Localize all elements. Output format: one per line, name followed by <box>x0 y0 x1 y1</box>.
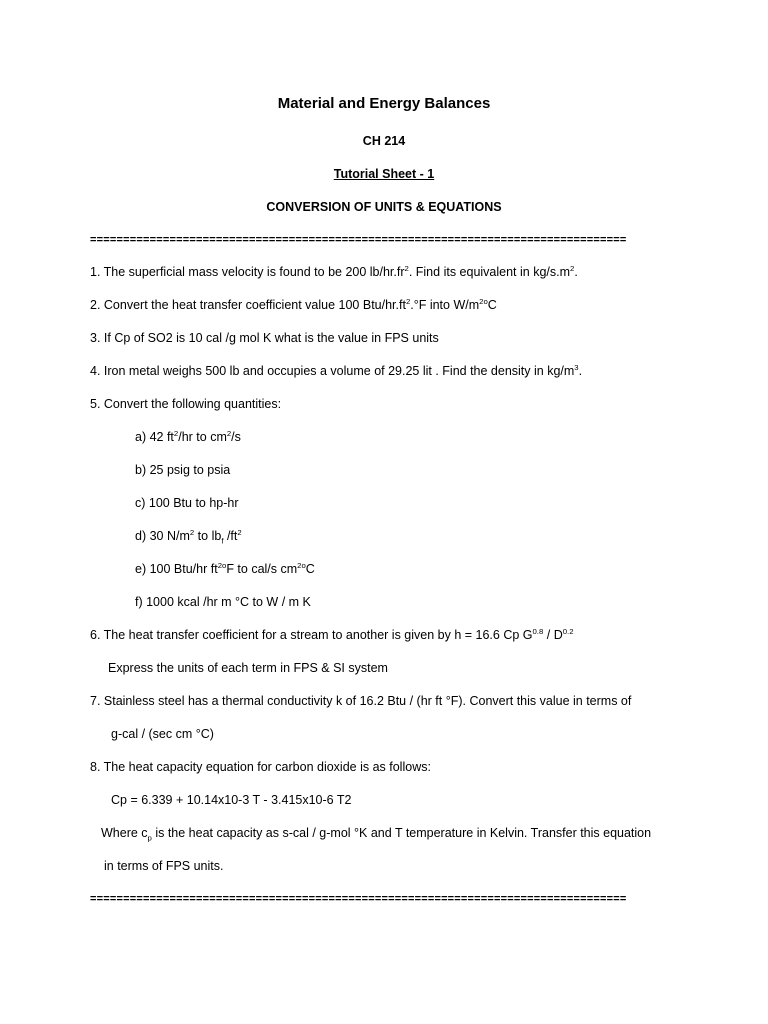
q8-sub: p <box>147 833 152 843</box>
document-title: Material and Energy Balances <box>277 95 491 112</box>
q4-text-a: 4. Iron metal weighs 500 lb and occupies a volume of 29.25 lit . Find the density in kg/m <box>90 364 575 378</box>
question-4 <box>90 363 582 379</box>
question-5-item-b: b) 25 psig to psia <box>135 463 231 477</box>
separator-bottom: ================================================================================= <box>90 893 627 905</box>
q6-sup-a: 0.8 <box>532 626 544 636</box>
question-7-line-2: g-cal / (sec cm °C) <box>111 727 214 741</box>
heat-capacity-equation: Cp = 6.339 + 10.14x10-3 T - 3.415x10-6 T2 <box>111 793 352 807</box>
q5d-sup-1: 2 <box>189 527 195 537</box>
q4-sup-a: 3 <box>574 362 579 372</box>
q5d-sub: f <box>221 536 224 546</box>
q5a-text-2: /hr to cm <box>178 430 227 444</box>
q8-text-1: Where c <box>101 826 148 840</box>
question-5-item-c: c) 100 Btu to hp-hr <box>135 496 239 510</box>
q6-sup-b: 0.2 <box>562 626 574 636</box>
q6-text-a: 6. The heat transfer coefficient for a stream to another is given by h = 16.6 Cp G <box>90 628 533 642</box>
question-8: 8. The heat capacity equation for carbon dioxide is as follows: <box>90 760 431 774</box>
question-5-item-f: f) 1000 kcal /hr m °C to W / m K <box>135 595 311 609</box>
q5d-sup-2: 2 <box>237 527 242 537</box>
q1-text-a: 1. The superficial mass velocity is found to be 200 lb/hr.fr <box>90 265 405 279</box>
q5e-sup-1: 2o <box>217 560 227 570</box>
question-7: 7. Stainless steel has a thermal conductivity k of 16.2 Btu / (hr ft °F). Convert this value in terms of <box>90 694 632 708</box>
q2-sup-a: 2 <box>405 296 411 306</box>
question-5-item-e <box>135 561 315 577</box>
q5d-text-2: to lb <box>194 529 222 543</box>
course-code: CH 214 <box>362 134 406 148</box>
q1-sup-b: 2 <box>570 263 575 273</box>
q5a-sup-1: 2 <box>173 428 179 438</box>
question-5-item-a <box>135 429 241 445</box>
q6-text-b: / D <box>543 628 563 642</box>
q5e-text-3: C <box>305 562 315 576</box>
q2-text-a: 2. Convert the heat transfer coefficient value 100 Btu/hr.ft <box>90 298 406 312</box>
q5a-text-1: a) 42 ft <box>135 430 174 444</box>
question-1 <box>90 264 578 280</box>
q1-text-c: . <box>574 265 578 279</box>
separator-top: ================================================================================= <box>90 234 627 246</box>
q5e-text-1: e) 100 Btu/hr ft <box>135 562 218 576</box>
question-2 <box>90 297 497 313</box>
question-5-item-d <box>135 528 242 544</box>
q4-text-b: . <box>578 364 583 378</box>
q5a-sup-2: 2 <box>226 428 232 438</box>
question-6-line-2: Express the units of each term in FPS & SI system <box>108 661 388 675</box>
q1-sup-a: 2 <box>404 263 409 273</box>
q5e-text-2: F to cal/s cm <box>226 562 298 576</box>
question-6 <box>90 627 574 643</box>
q2-text-c: C <box>487 298 497 312</box>
question-5: 5. Convert the following quantities: <box>90 397 282 411</box>
q5e-sup-2: 2o <box>297 560 306 570</box>
q2-text-b: .°F into W/m <box>410 298 480 312</box>
q1-text-b: . Find its equivalent in kg/s.m <box>408 265 571 279</box>
question-3: 3. If Cp of SO2 is 10 cal /g mol K what is the value in FPS units <box>90 331 439 345</box>
q5d-text-1: d) 30 N/m <box>135 529 190 543</box>
q5a-text-3: /s <box>231 430 241 444</box>
question-8-line-4: in terms of FPS units. <box>104 859 224 873</box>
sheet-heading: Tutorial Sheet - 1 <box>333 167 435 181</box>
question-8-line-3 <box>101 825 651 841</box>
q8-text-2: is the heat capacity as s-cal / g-mol °K and T temperature in Kelvin. Transfer this equation <box>151 826 652 840</box>
q2-sup-b: 2o <box>479 296 488 306</box>
topic-heading: CONVERSION OF UNITS & EQUATIONS <box>266 200 502 214</box>
q5d-text-3: /ft <box>223 529 238 543</box>
